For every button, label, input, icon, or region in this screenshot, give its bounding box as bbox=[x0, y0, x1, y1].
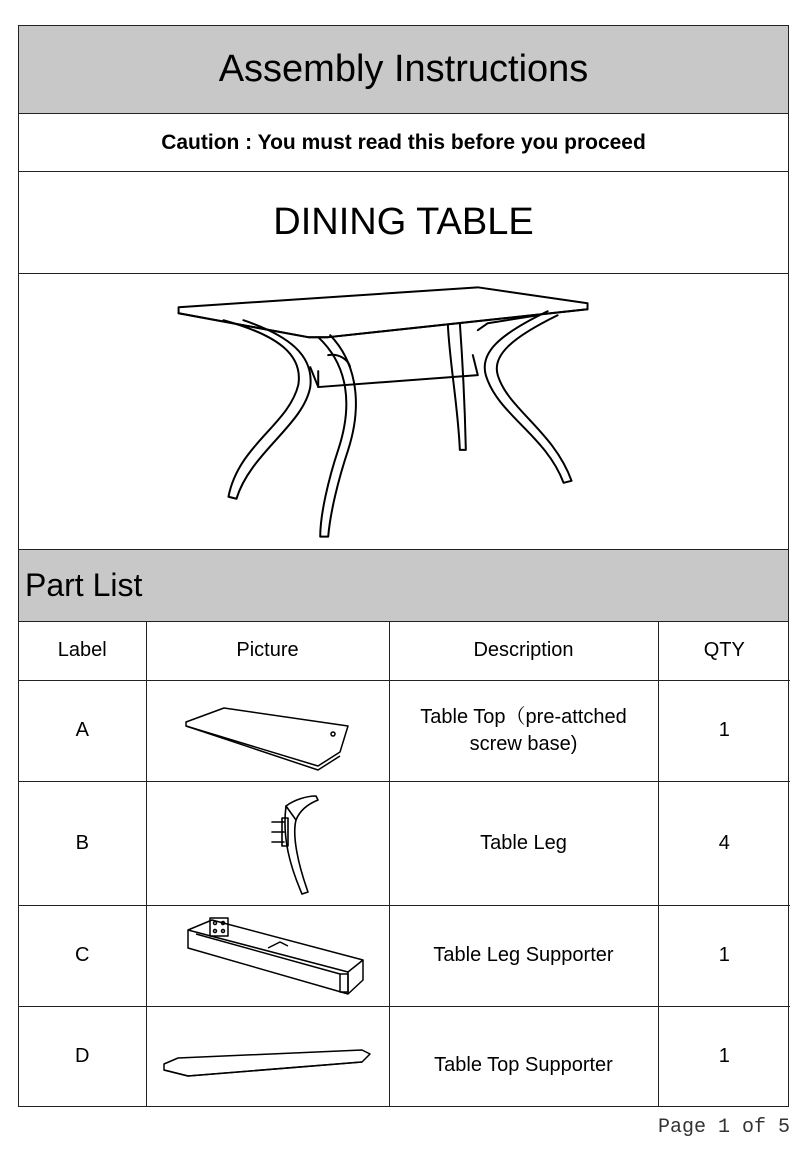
instruction-sheet bbox=[18, 25, 789, 1107]
parts-table bbox=[19, 622, 790, 1106]
assembled-table-illustration bbox=[19, 274, 788, 550]
part-picture bbox=[146, 1006, 389, 1106]
table-row bbox=[19, 680, 790, 781]
table-leg-icon bbox=[168, 784, 368, 902]
product-name: DINING TABLE bbox=[19, 172, 788, 274]
leg-supporter-icon bbox=[168, 910, 368, 1002]
column-header-picture: Picture bbox=[146, 622, 389, 680]
part-description: Table Leg bbox=[389, 781, 658, 905]
part-description: Table Top Supporter bbox=[389, 1006, 658, 1106]
top-supporter-icon bbox=[158, 1026, 378, 1086]
column-header-label: Label bbox=[19, 622, 146, 680]
part-picture bbox=[146, 680, 389, 781]
part-description: Table Top（pre-attched screw base) bbox=[389, 680, 658, 781]
column-header-description: Description bbox=[389, 622, 658, 680]
part-qty: 1 bbox=[658, 905, 790, 1006]
caution-notice: Caution : You must read this before you proceed bbox=[19, 114, 788, 172]
part-picture bbox=[146, 905, 389, 1006]
table-top-icon bbox=[168, 686, 368, 776]
page-number: Page 1 of 5 bbox=[657, 1116, 790, 1139]
part-label: D bbox=[19, 1006, 146, 1106]
part-label: A bbox=[19, 680, 146, 781]
part-label: B bbox=[19, 781, 146, 905]
document-title: Assembly Instructions bbox=[19, 26, 788, 114]
column-header-qty: QTY bbox=[658, 622, 790, 680]
part-picture bbox=[146, 781, 389, 905]
table-header-row bbox=[19, 622, 790, 680]
part-qty: 1 bbox=[718, 1044, 730, 1067]
part-qty: 4 bbox=[658, 781, 790, 905]
part-label: C bbox=[19, 905, 146, 1006]
part-qty: 1 bbox=[658, 680, 790, 781]
dining-table-icon bbox=[19, 275, 788, 549]
table-row bbox=[19, 781, 790, 905]
part-description: Table Leg Supporter bbox=[389, 905, 658, 1006]
table-row bbox=[19, 905, 790, 1006]
table-row bbox=[19, 1006, 790, 1106]
part-list-heading: Part List bbox=[19, 550, 788, 622]
